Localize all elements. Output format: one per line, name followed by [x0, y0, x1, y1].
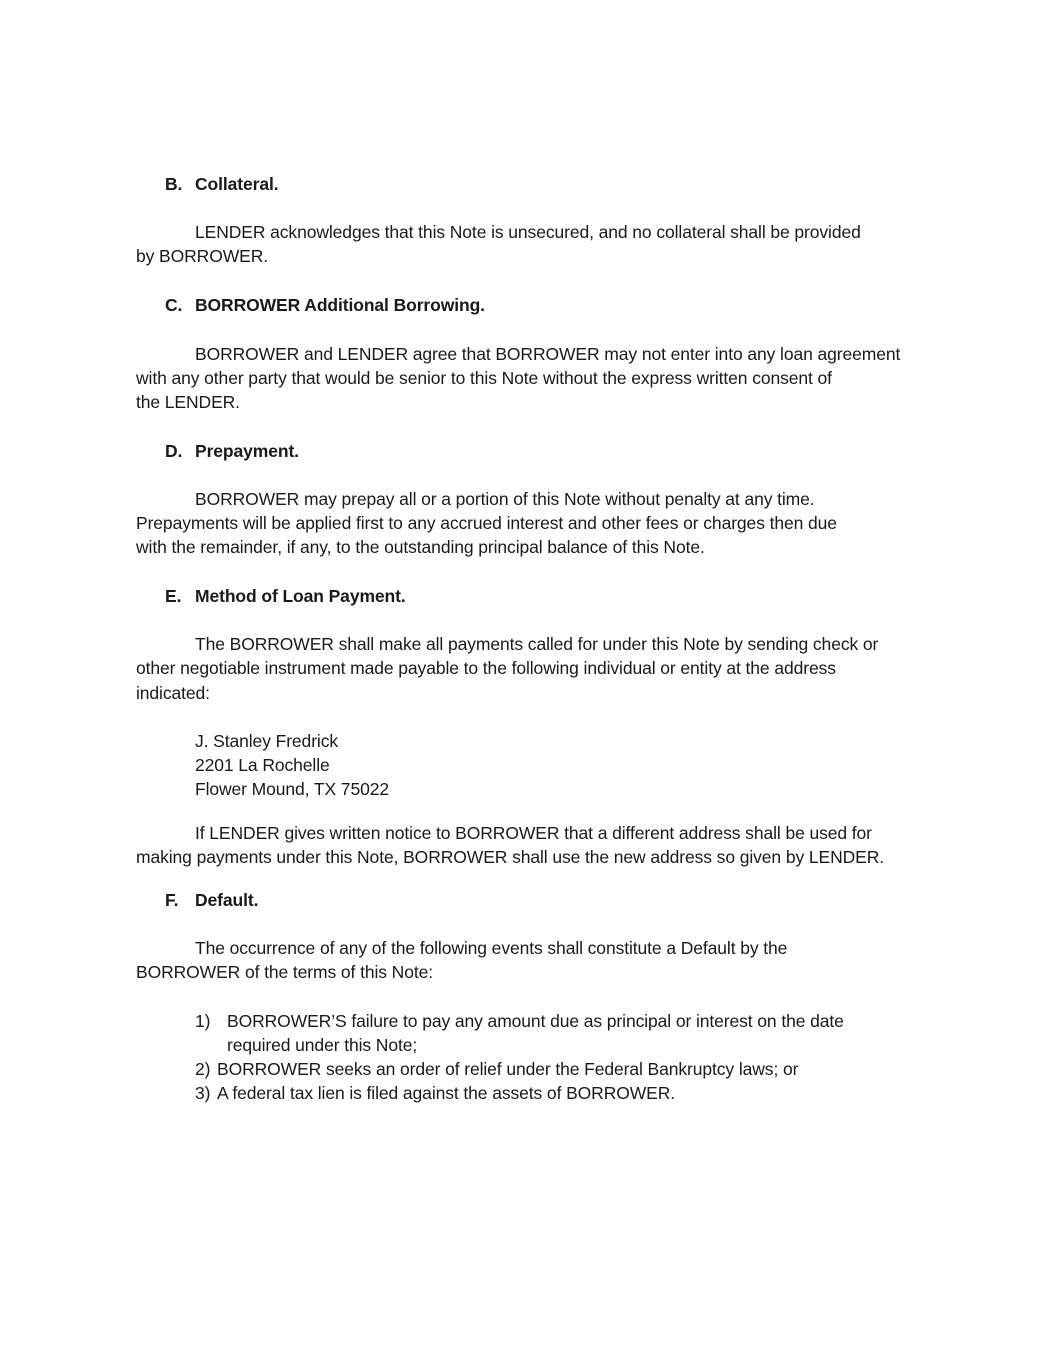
section-e-para-line: indicated: [136, 683, 210, 703]
section-e-heading [165, 584, 406, 608]
section-b-letter: B. [165, 174, 183, 194]
section-d-title: Prepayment. [195, 441, 299, 461]
section-f-para-line: The occurrence of any of the following events shall constitute a Default by the [195, 938, 788, 958]
payee-street: 2201 La Rochelle [195, 755, 330, 775]
section-f-para-line: BORROWER of the terms of this Note: [136, 962, 433, 982]
section-d-para-line: BORROWER may prepay all or a portion of this Note without penalty at any time. [195, 489, 815, 509]
section-c-para-line: BORROWER and LENDER agree that BORROWER may not enter into any loan agreement [195, 344, 901, 364]
default-item-2-number: 2) [195, 1059, 211, 1079]
payee-name: J. Stanley Fredrick [195, 731, 339, 751]
section-b-title: Collateral. [195, 174, 279, 194]
default-item-1-number: 1) [195, 1011, 211, 1031]
section-e-title: Method of Loan Payment. [195, 586, 406, 606]
section-e-para-line: other negotiable instrument made payable to the following individual or entity at the address [136, 658, 836, 678]
section-d-heading [165, 439, 299, 463]
section-d-para-line: with the remainder, if any, to the outstanding principal balance of this Note. [136, 537, 705, 557]
section-e-letter: E. [165, 586, 182, 606]
section-b-para-line: LENDER acknowledges that this Note is unsecured, and no collateral shall be provided [195, 222, 861, 242]
section-c-title: BORROWER Additional Borrowing. [195, 295, 485, 315]
section-c-para-line: the LENDER. [136, 392, 240, 412]
section-d-para-line: Prepayments will be applied first to any accrued interest and other fees or charges then due [136, 513, 837, 533]
default-item-3-text: A federal tax lien is filed against the assets of BORROWER. [217, 1083, 676, 1103]
default-item-1-text-cont: required under this Note; [227, 1035, 418, 1055]
section-d-letter: D. [165, 441, 183, 461]
default-item-3-number: 3) [195, 1083, 211, 1103]
default-item-1-text: BORROWER’S failure to pay any amount due as principal or interest on the date [227, 1011, 844, 1031]
section-f-title: Default. [195, 890, 259, 910]
section-f-letter: F. [165, 890, 179, 910]
section-f-heading [165, 888, 258, 912]
section-c-heading [165, 293, 485, 317]
section-b-para-line: by BORROWER. [136, 246, 269, 266]
section-b-heading [165, 172, 279, 196]
section-e-para2-line: If LENDER gives written notice to BORROWER that a different address shall be used for [195, 823, 872, 843]
section-e-para2-line: making payments under this Note, BORROWER shall use the new address so given by LENDER. [136, 847, 885, 867]
default-item-2-text: BORROWER seeks an order of relief under the Federal Bankruptcy laws; or [217, 1059, 799, 1079]
payee-city-state-zip: Flower Mound, TX 75022 [195, 779, 389, 799]
section-c-para-line: with any other party that would be senior to this Note without the express written consent of [136, 368, 832, 388]
section-c-letter: C. [165, 295, 183, 315]
section-e-para-line: The BORROWER shall make all payments called for under this Note by sending check or [195, 634, 879, 654]
